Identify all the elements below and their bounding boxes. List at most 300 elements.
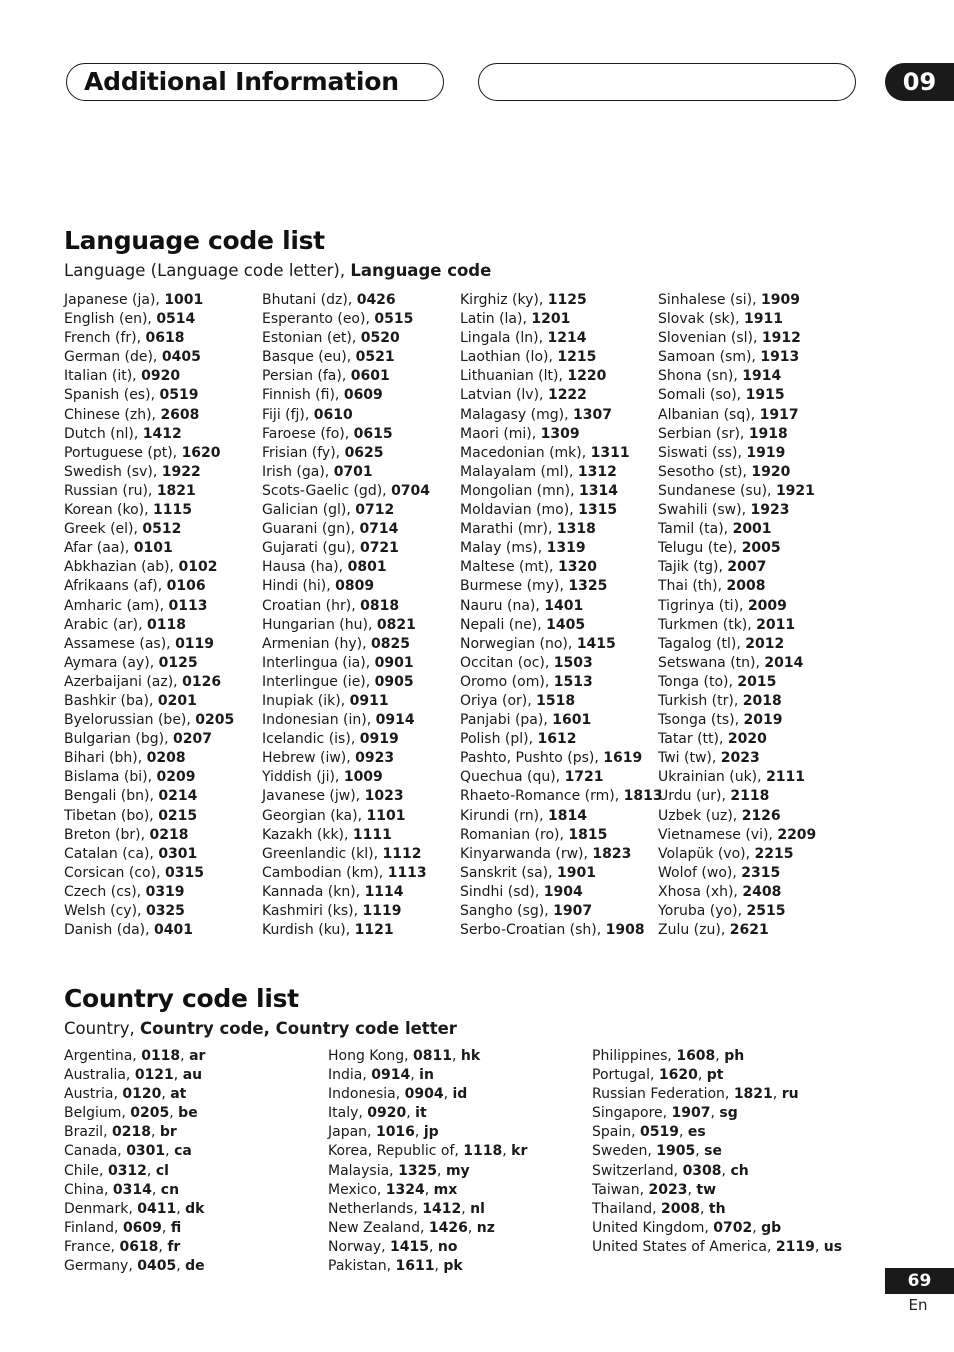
language-entry	[658, 616, 816, 635]
language-code: 1215	[557, 349, 597, 366]
language-entry	[658, 310, 816, 329]
language-code: 1121	[354, 922, 394, 939]
country-separator: ,	[752, 1219, 762, 1236]
language-entry	[658, 539, 816, 558]
language-code: 1912	[761, 330, 801, 347]
language-name: Sindhi (sd),	[460, 883, 544, 900]
country-letter: jp	[423, 1124, 439, 1141]
language-code: 1814	[548, 807, 587, 824]
language-entry	[262, 692, 430, 711]
language-name: Tagalog (tl),	[658, 635, 746, 652]
country-letter: be	[178, 1105, 198, 1122]
language-name: Panjabi (pa),	[460, 712, 553, 729]
language-entry	[262, 539, 430, 558]
language-name: Basque (eu),	[262, 349, 356, 366]
country-separator: ,	[180, 1048, 190, 1064]
language-code: 0102	[178, 559, 218, 576]
country-name: Switzerland,	[592, 1162, 683, 1179]
country-letter: it	[415, 1105, 427, 1122]
language-name: Indonesian (in),	[262, 712, 376, 729]
language-name: Sanskrit (sa),	[460, 864, 558, 881]
country-entry	[64, 1123, 205, 1142]
language-name: Siswati (ss),	[658, 444, 747, 461]
language-entry	[64, 577, 234, 596]
language-name: Javanese (jw),	[262, 788, 365, 805]
country-separator: ,	[461, 1200, 471, 1217]
language-name: Tamil (ta),	[658, 521, 733, 538]
language-entry	[460, 864, 663, 883]
language-code: 1612	[537, 731, 577, 748]
country-separator: ,	[710, 1105, 720, 1122]
language-entry	[64, 482, 234, 501]
language-name: Wolof (wo),	[658, 864, 742, 881]
country-name: Spain,	[592, 1124, 641, 1141]
language-entry	[658, 654, 816, 673]
country-code: 1905	[656, 1143, 696, 1160]
language-name: Occitan (oc),	[460, 654, 554, 671]
country-name: Hong Kong,	[328, 1048, 414, 1064]
language-name: Sundanese (su),	[658, 482, 776, 499]
language-name: Abkhazian (ab),	[64, 559, 179, 576]
language-entry	[460, 597, 663, 616]
country-letter: pt	[706, 1067, 724, 1084]
language-entry	[64, 329, 234, 348]
language-code: 1318	[556, 521, 596, 538]
language-name: Albanian (sq),	[658, 406, 760, 423]
language-code: 1620	[181, 444, 221, 461]
language-entry	[262, 463, 430, 482]
language-name: Lingala (ln),	[460, 330, 548, 347]
language-entry	[658, 291, 816, 310]
language-code: 0610	[313, 406, 353, 423]
country-code: 1611	[395, 1258, 435, 1275]
country-entry	[328, 1200, 527, 1219]
country-name: Germany,	[64, 1258, 138, 1275]
country-name: Singapore,	[592, 1105, 672, 1122]
country-separator: ,	[406, 1105, 416, 1122]
language-entry	[64, 425, 234, 444]
country-separator: ,	[169, 1105, 179, 1122]
country-entry	[328, 1104, 527, 1123]
country-letter: fr	[167, 1238, 181, 1255]
chapter-number-badge: 09	[885, 63, 954, 101]
language-entry	[460, 348, 663, 367]
language-name: Scots-Gaelic (gd),	[262, 482, 392, 499]
language-entry	[64, 558, 234, 577]
country-column-1	[64, 1047, 205, 1276]
language-code: 1815	[568, 826, 608, 843]
language-code: 0618	[145, 330, 185, 347]
language-code: 0325	[145, 903, 185, 919]
language-entry	[64, 539, 234, 558]
language-code: 0704	[391, 482, 431, 499]
country-separator: ,	[434, 1258, 444, 1275]
language-code: 0125	[158, 654, 198, 671]
language-code: 2005	[741, 540, 781, 557]
language-subtitle-bold: Language code	[350, 261, 492, 280]
language-name: Interlingue (ie),	[262, 673, 375, 690]
language-entry	[460, 367, 663, 386]
country-letter: sg	[719, 1105, 738, 1122]
language-name: Bengali (bn),	[64, 788, 159, 805]
language-code: 1909	[760, 292, 800, 308]
language-code: 0205	[195, 712, 235, 729]
language-entry	[460, 787, 663, 806]
language-name: Pashto, Pushto (ps),	[460, 750, 604, 767]
language-entry	[64, 730, 234, 749]
language-name: Urdu (ur),	[658, 788, 731, 805]
language-code: 2014	[764, 654, 804, 671]
country-letter: ph	[724, 1048, 745, 1064]
language-name: Xhosa (xh),	[658, 883, 743, 900]
language-entry	[460, 482, 663, 501]
language-code: 1101	[366, 807, 406, 824]
country-code: 0308	[682, 1162, 722, 1179]
page-number: 69	[885, 1268, 954, 1294]
language-code: 0520	[360, 330, 400, 347]
language-code: 2126	[741, 807, 781, 824]
language-code: 2001	[732, 521, 772, 538]
country-letter: id	[452, 1086, 468, 1103]
country-letter: nz	[476, 1219, 495, 1236]
language-entry	[64, 826, 234, 845]
language-code: 2608	[160, 406, 200, 423]
language-code: 1113	[387, 864, 427, 881]
country-entry	[592, 1181, 842, 1200]
language-name: Czech (cs),	[64, 883, 146, 900]
country-name: Taiwan,	[592, 1181, 649, 1198]
language-name: Inupiak (ik),	[262, 692, 350, 709]
language-entry	[262, 864, 430, 883]
language-entry	[64, 597, 234, 616]
country-name: China,	[64, 1181, 113, 1198]
language-entry	[262, 291, 430, 310]
language-entry	[262, 367, 430, 386]
language-name: Frisian (fy),	[262, 444, 345, 461]
country-letter: es	[687, 1124, 706, 1141]
country-separator: ,	[150, 1124, 160, 1141]
language-entry	[658, 826, 816, 845]
language-entry	[262, 845, 430, 864]
country-code: 0702	[713, 1219, 753, 1236]
language-code: 0209	[156, 769, 196, 786]
language-subtitle-plain: Language (Language code letter),	[64, 261, 351, 280]
country-code: 0618	[119, 1238, 159, 1255]
language-name: Greenlandic (kl),	[262, 845, 383, 862]
language-code: 1518	[536, 692, 576, 709]
language-name: Twi (tw),	[658, 750, 721, 767]
language-name: Esperanto (eo),	[262, 311, 375, 328]
language-entry	[460, 635, 663, 654]
language-entry	[262, 787, 430, 806]
language-code: 1918	[748, 425, 788, 442]
language-name: Bihari (bh),	[64, 750, 147, 767]
language-name: Afrikaans (af),	[64, 578, 167, 595]
country-code: 1325	[398, 1162, 438, 1179]
language-name: Russian (ru),	[64, 482, 157, 499]
language-code: 1023	[364, 788, 404, 805]
language-code: 0721	[359, 540, 399, 557]
language-name: Tonga (to),	[658, 673, 738, 690]
country-letter: au	[182, 1067, 203, 1084]
country-column-3	[592, 1047, 842, 1257]
country-code: 0121	[134, 1067, 174, 1084]
country-name: United Kingdom,	[592, 1219, 714, 1236]
language-code: 1405	[546, 616, 586, 633]
language-column-3	[460, 291, 663, 940]
language-code: 1319	[546, 540, 586, 557]
language-code: 1821	[156, 482, 196, 499]
language-name: Catalan (ca),	[64, 845, 159, 862]
country-code: 1412	[422, 1200, 462, 1217]
language-name: Finnish (fi),	[262, 387, 344, 404]
country-entry	[328, 1085, 527, 1104]
country-code: 0120	[122, 1086, 162, 1103]
country-name: Thailand,	[592, 1200, 662, 1217]
language-name: Tsonga (ts),	[658, 712, 744, 729]
language-name: Bulgarian (bg),	[64, 731, 173, 748]
country-entry	[64, 1162, 205, 1181]
country-code: 1426	[428, 1219, 468, 1236]
language-name: Rhaeto-Romance (rm),	[460, 788, 624, 805]
language-entry	[460, 425, 663, 444]
country-code: 0118	[141, 1048, 181, 1064]
language-entry	[64, 692, 234, 711]
country-letter: ch	[730, 1162, 749, 1179]
language-entry	[262, 406, 430, 425]
language-name: Aymara (ay),	[64, 654, 159, 671]
country-code: 0609	[122, 1219, 162, 1236]
language-entry	[64, 845, 234, 864]
language-entry	[64, 787, 234, 806]
country-code: 1016	[375, 1124, 415, 1141]
language-code: 0825	[371, 635, 410, 652]
language-name: English (en),	[64, 311, 157, 328]
country-entry	[64, 1142, 205, 1161]
language-code: 1325	[568, 578, 608, 595]
language-code: 1513	[553, 673, 593, 690]
language-entry	[64, 616, 234, 635]
language-entry	[658, 406, 816, 425]
country-code: 0405	[137, 1258, 177, 1275]
country-name: Norway,	[328, 1238, 391, 1255]
language-name: Shona (sn),	[658, 368, 743, 385]
language-name: Moldavian (mo),	[460, 502, 579, 519]
country-code: 0519	[640, 1124, 679, 1141]
language-entry	[64, 291, 234, 310]
language-code: 1125	[547, 292, 587, 308]
language-entry	[262, 329, 430, 348]
language-entry	[64, 768, 234, 787]
language-code: 0113	[168, 597, 208, 614]
country-separator: ,	[158, 1238, 168, 1255]
language-name: Amharic (am),	[64, 597, 169, 614]
language-name: Hungarian (hu),	[262, 616, 377, 633]
language-entry	[658, 845, 816, 864]
language-name: Interlingua (ia),	[262, 654, 375, 671]
country-entry	[64, 1104, 205, 1123]
language-name: Greek (el),	[64, 521, 143, 538]
language-code: 2012	[745, 635, 785, 652]
language-name: Danish (da),	[64, 922, 155, 939]
language-entry	[262, 921, 430, 940]
language-code: 1009	[343, 769, 383, 786]
language-name: Nepali (ne),	[460, 616, 547, 633]
language-entry	[262, 768, 430, 787]
country-separator: ,	[165, 1143, 175, 1160]
language-name: Turkmen (tk),	[658, 616, 757, 633]
language-code: 2007	[727, 559, 767, 576]
country-entry	[592, 1066, 842, 1085]
language-code: 0712	[355, 502, 395, 519]
language-entry	[262, 482, 430, 501]
country-entry	[592, 1142, 842, 1161]
language-name: Nauru (na),	[460, 597, 545, 614]
language-code: 2515	[746, 903, 786, 919]
language-name: Burmese (my),	[460, 578, 569, 595]
language-entry	[460, 692, 663, 711]
language-name: Byelorussian (be),	[64, 712, 196, 729]
language-entry	[460, 329, 663, 348]
language-code: 2215	[754, 845, 794, 862]
language-code: 1001	[164, 292, 204, 308]
language-entry	[658, 635, 816, 654]
country-code: 2023	[648, 1181, 688, 1198]
country-entry	[592, 1238, 842, 1257]
language-name: Persian (fa),	[262, 368, 351, 385]
language-entry	[658, 787, 816, 806]
language-entry	[460, 501, 663, 520]
country-entry	[592, 1085, 842, 1104]
language-entry	[658, 348, 816, 367]
language-entry	[262, 348, 430, 367]
language-entry	[658, 463, 816, 482]
language-name: Laothian (lo),	[460, 349, 558, 366]
country-code: 0411	[137, 1200, 177, 1217]
country-name: Portugal,	[592, 1067, 659, 1084]
country-separator: ,	[451, 1048, 461, 1064]
country-code: 0301	[126, 1143, 166, 1160]
language-entry	[64, 406, 234, 425]
language-code: 0919	[359, 731, 399, 748]
country-separator: ,	[161, 1086, 171, 1103]
country-entry	[592, 1123, 842, 1142]
language-code: 1919	[746, 444, 786, 461]
language-name: Serbo-Croatian (sh),	[460, 922, 606, 939]
language-code: 1112	[382, 845, 422, 862]
country-name: Chile,	[64, 1162, 108, 1179]
language-name: Malayalam (ml),	[460, 463, 578, 480]
language-code: 1904	[543, 883, 583, 900]
language-name: Kurdish (ku),	[262, 922, 355, 939]
language-entry	[658, 501, 816, 520]
language-name: Quechua (qu),	[460, 769, 565, 786]
language-code: 0218	[149, 826, 189, 843]
country-letter: us	[823, 1238, 843, 1255]
language-name: Hebrew (iw),	[262, 750, 356, 767]
language-name: Maltese (mt),	[460, 559, 558, 576]
country-name: Indonesia,	[328, 1086, 405, 1103]
language-code: 1220	[567, 368, 607, 385]
language-code: 0809	[335, 578, 375, 595]
country-separator: ,	[176, 1200, 186, 1217]
language-name: Zulu (zu),	[658, 922, 730, 939]
language-code: 1415	[576, 635, 616, 652]
language-name: Azerbaijani (az),	[64, 673, 183, 690]
country-separator: ,	[176, 1258, 186, 1275]
language-entry	[658, 558, 816, 577]
language-name: Sinhalese (si),	[658, 292, 761, 308]
language-entry	[460, 291, 663, 310]
language-name: Corsican (co),	[64, 864, 165, 881]
language-code: 1111	[352, 826, 392, 843]
language-code: 0515	[374, 311, 414, 328]
language-code: 0615	[353, 425, 393, 442]
language-tag: En	[908, 1296, 928, 1314]
language-entry	[658, 367, 816, 386]
language-code: 0319	[145, 883, 185, 900]
language-code: 0405	[161, 349, 201, 366]
country-code: 0914	[371, 1067, 411, 1084]
country-entry	[328, 1181, 527, 1200]
language-name: Swedish (sv),	[64, 463, 162, 480]
language-code: 1901	[557, 864, 596, 881]
language-code: 2020	[727, 731, 767, 748]
language-entry	[460, 749, 663, 768]
language-code: 0625	[344, 444, 384, 461]
country-separator: ,	[151, 1181, 161, 1198]
language-entry	[460, 616, 663, 635]
language-name: Polish (pl),	[460, 731, 538, 748]
language-code: 0821	[376, 616, 416, 633]
country-entry	[64, 1200, 205, 1219]
language-section-title: Language code list	[64, 226, 325, 255]
country-entry	[592, 1162, 842, 1181]
language-entry	[460, 539, 663, 558]
country-entry	[64, 1257, 205, 1276]
language-name: Latin (la),	[460, 311, 532, 328]
language-entry	[460, 845, 663, 864]
language-code: 1315	[578, 502, 618, 519]
country-entry	[328, 1238, 527, 1257]
language-code: 0401	[154, 922, 193, 939]
language-name: Telugu (te),	[658, 540, 742, 557]
country-separator: ,	[772, 1086, 782, 1103]
language-code: 2315	[741, 864, 781, 881]
language-column-1	[64, 291, 234, 940]
language-name: Bashkir (ba),	[64, 692, 158, 709]
language-name: Samoan (sm),	[658, 349, 761, 366]
language-code: 1908	[605, 922, 645, 939]
language-code: 2118	[730, 788, 770, 805]
country-letter: cn	[160, 1181, 180, 1198]
language-name: Uzbek (uz),	[658, 807, 742, 824]
language-name: Italian (it),	[64, 368, 142, 385]
language-entry	[262, 577, 430, 596]
country-separator: ,	[700, 1200, 709, 1217]
language-entry	[460, 883, 663, 902]
language-entry	[658, 807, 816, 826]
language-code: 2621	[729, 922, 769, 939]
language-name: Serbian (sr),	[658, 425, 749, 442]
language-code: 1311	[590, 444, 630, 461]
country-letter: mx	[433, 1181, 458, 1198]
country-letter: tw	[696, 1181, 717, 1198]
language-entry	[658, 329, 816, 348]
language-code: 0911	[349, 692, 389, 709]
language-code: 1320	[557, 559, 597, 576]
language-name: Oromo (om),	[460, 673, 554, 690]
